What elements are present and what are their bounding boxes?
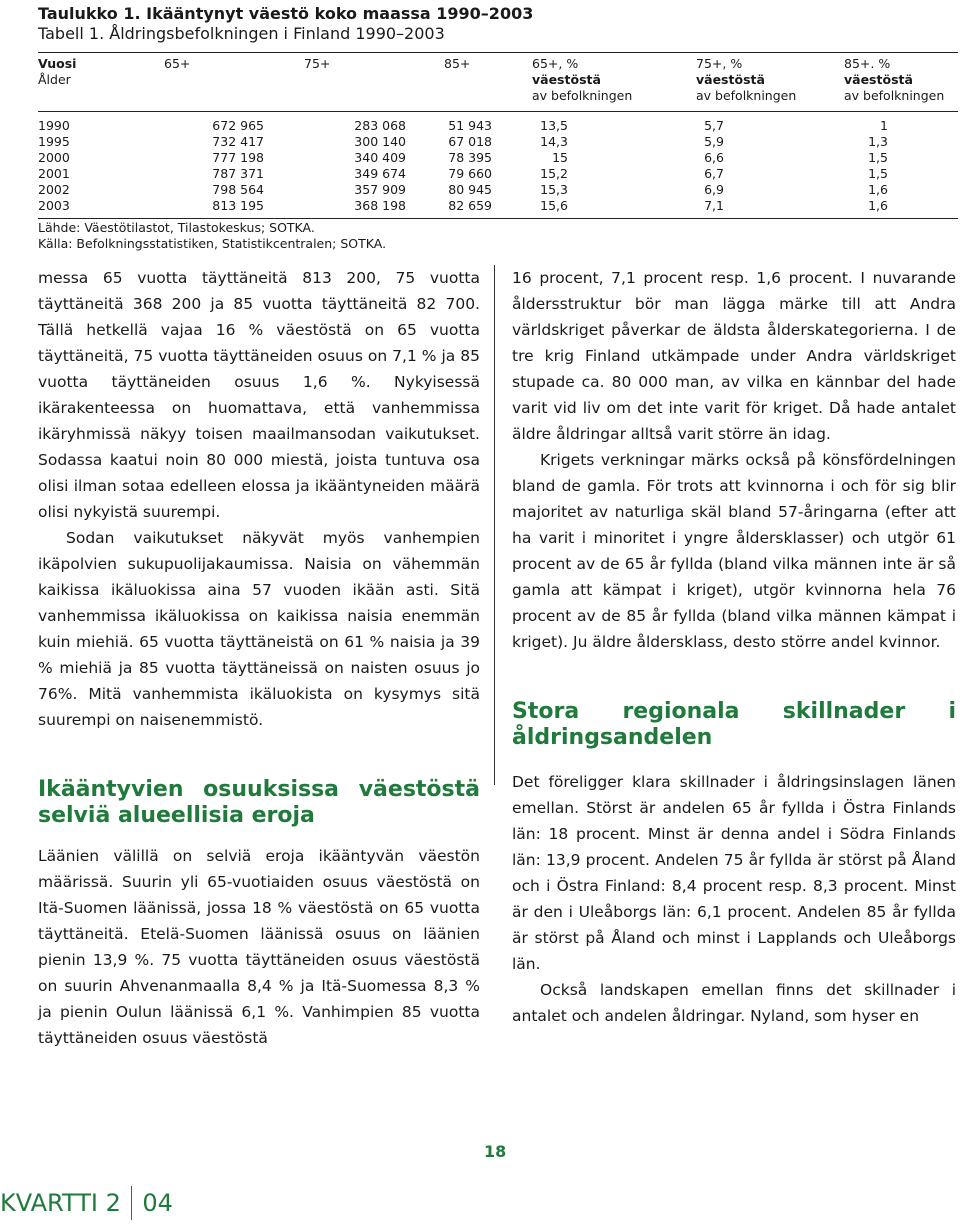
paragraph: Krigets verkningar märks också på könsfördelningen bland de gamla. För trots att kvinnorna i och för sig blir majoritet av naturliga skäl bland 57-åringarna (efter att ha varit i minoritet i yngre åldersklasser) och utgör 61 procent av de 65 år fyllda (bland vilka männen inte är så gamla att kämpat i kriget), utgör kvinnorna hela 76 procent av de 85 år fyllda (bland vilka männen kämpat i kriget). Ju äldre åldersklass, desto större andel kvinnor. [512,451,956,651]
swedish-column [512,265,956,1029]
section-heading-sv: Stora regionala skillnader i åldringsandelen [512,699,956,750]
table-title-fi: Taulukko 1. Ikääntynyt väestö koko maassa 1990–2003 [38,4,534,23]
paragraph: 16 procent, 7,1 procent resp. 1,6 procent. I nuvarande åldersstruktur bör man lägga märke till att Andra världskriget påverkar de äldsta ålderskategorierna. I de tre krig Finland utkämpade under Andra världskriget stupade ca. 80 000 man, av vilka en kännbar del hade varit vid liv om det inte varit för kriget. Då hade antalet äldre åldringar alltså varit större än idag. [512,269,956,443]
header-85plus-pct: 85+. % väestöstä av befolkningen [844,56,945,103]
table-row: 1990 672 965 283 068 51 943 13,5 5,7 1 [38,118,888,133]
paragraph: Läänien välillä on selviä eroja ikääntyvän väestön määrissä. Suurin yli 65-vuotiaiden osuus väestöstä on Itä-Suomen läänissä, jossa 18 % väestöstä on 65 vuotta täyttäneitä. Etelä-Suomen läänissä osuus on läänien pienin 13,9 %. 75 vuotta täyttäneiden osuus väestöstä on suurin Ahvenanmaalla 8,4 % ja Itä-Suomessa 8,3 % ja pienin Oulun läänissä 6,1 %. Vanhimpien 85 vuotta täyttäneiden osuus väestöstä [38,847,480,1047]
header-65plus-pct: 65+, % väestöstä av befolkningen [532,56,633,103]
header-65plus: 65+ [164,56,191,71]
table-row: 2003 813 195 368 198 82 659 15,6 7,1 1,6 [38,198,888,213]
finnish-column [38,265,480,1051]
header-75plus-pct: 75+, % väestöstä av befolkningen [696,56,797,103]
page-number: 18 [484,1142,507,1161]
section-heading-fi: Ikääntyvien osuuksissa väestöstä selviä alueellisia eroja [38,777,480,828]
table-row: 2001 787 371 349 674 79 660 15,2 6,7 1,5 [38,166,888,181]
table-row: 2000 777 198 340 409 78 395 15 6,6 1,5 [38,150,888,165]
paragraph: Det föreligger klara skillnader i åldringsinslagen länen emellan. Störst är andelen 65 år fyllda i Östra Finlands län: 18 procent. Minst är denna andel i Södra Finlands län: 13,9 procent. Andelen 75 år fyllda är störst på Åland och i Östra Finland: 8,4 procent resp. 8,3 procent. Minst är den i Uleåborgs län: 6,1 procent. Andelen 85 år fyllda är störst på Åland och minst i Lapplands och Uleåborgs län. [512,773,956,973]
paragraph: Också landskapen emellan finns det skillnader i antalet och andelen åldringar. Nyland, som hyser en [512,981,956,1025]
publication-logo [0,1185,173,1221]
header-75plus: 75+ [304,56,331,71]
table-body [38,112,958,219]
paragraph: messa 65 vuotta täyttäneitä 813 200, 75 vuotta täyttäneitä 368 200 ja 85 vuotta täyttäneitä 82 700. Tällä hetkellä vajaa 16 % väestöstä on 65 vuotta täyttäneitä, 75 vuotta täyttäneiden osuus on 7,1 % ja 85 vuotta täyttäneiden osuus 1,6 %. Nykyisessä ikärakenteessa on huomattava, että vanhemmissa ikäryhmissä näkyy toisen maailmansodan vaikutukset. Sodassa kaatui noin 80 000 miestä, joista tuntuva osa olisi ilman sotaa edelleen elossa ja ikääntyneiden määrä olisi nykyistä suurempi. [38,269,480,521]
table-header [38,52,958,112]
logo-text: KVARTTI 2 [0,1189,121,1217]
logo-divider [131,1186,133,1220]
table-row: 1995 732 417 300 140 67 018 14,3 5,9 1,3 [38,134,888,149]
table-row: 2002 798 564 357 909 80 945 15,3 6,9 1,6 [38,182,888,197]
source-sv: Källa: Befolkningsstatistiken, Statistikcentralen; SOTKA. [38,236,387,251]
source-fi: Lähde: Väestötilastot, Tilastokeskus; SOTKA. [38,220,315,235]
population-table [38,52,958,219]
header-85plus: 85+ [444,56,471,71]
table-title-sv: Tabell 1. Åldringsbefolkningen i Finland 1990–2003 [38,24,445,43]
paragraph: Sodan vaikutukset näkyvät myös vanhempien ikäpolvien sukupuolijakaumissa. Naisia on vähemmän kaikissa ikäluokissa aina 57 vuoden ikään asti. Sitä vanhemmissa ikäluokissa on kaikissa naisia enemmän kuin miehiä. 65 vuotta täyttäneistä on 61 % naisia ja 39 % miehiä ja 85 vuotta täyttäneissä on naisten osuus jo 76%. Mitä vanhemmista ikäluokista on kysymys sitä suurempi on naisenemmistö. [38,529,480,729]
column-divider [494,265,495,785]
logo-issue: 04 [142,1189,173,1217]
header-year: Vuosi Ålder [38,56,77,87]
